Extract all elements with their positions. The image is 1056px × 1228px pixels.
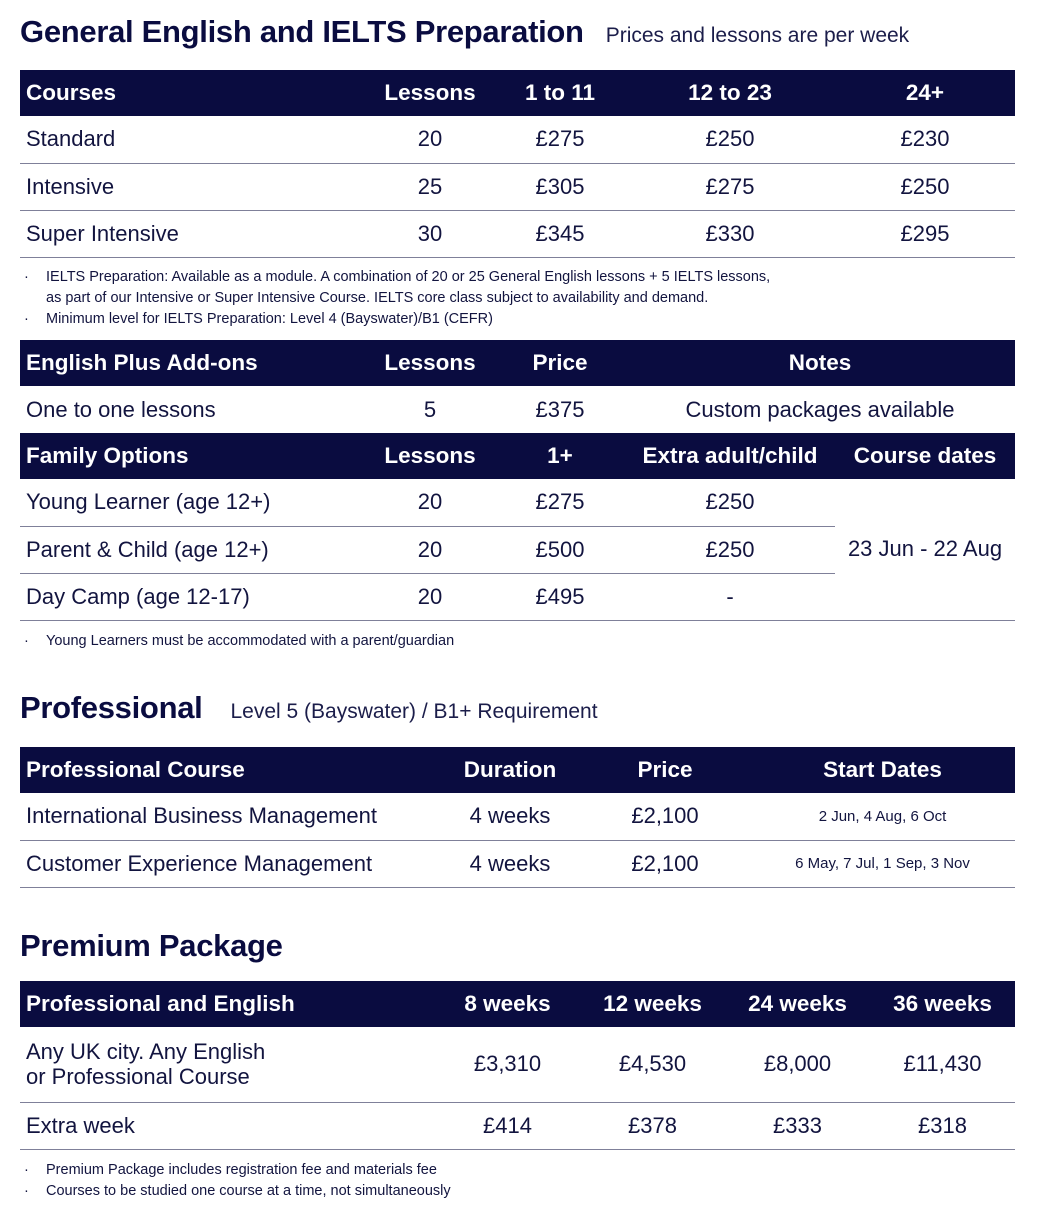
col-8-weeks: 8 weeks bbox=[435, 981, 580, 1027]
price-cell: £500 bbox=[495, 526, 625, 573]
table-row bbox=[20, 479, 1015, 526]
general-notes bbox=[22, 267, 770, 330]
professional-title: Professional bbox=[20, 690, 203, 725]
col-24-weeks: 24 weeks bbox=[725, 981, 870, 1027]
general-table bbox=[20, 70, 1015, 258]
extra-price-cell: £250 bbox=[625, 479, 835, 526]
price-cell: £3,310 bbox=[435, 1027, 580, 1102]
table-row bbox=[20, 386, 1015, 433]
table-row bbox=[20, 1027, 1015, 1102]
price-cell: £250 bbox=[625, 116, 835, 163]
extra-price-cell: £250 bbox=[625, 526, 835, 573]
price-cell: £318 bbox=[870, 1102, 1015, 1149]
col-notes: Notes bbox=[625, 340, 1015, 386]
extra-week-label: Extra week bbox=[20, 1102, 435, 1149]
course-name: International Business Management bbox=[20, 793, 440, 840]
col-36-weeks: 36 weeks bbox=[870, 981, 1015, 1027]
note-item: · Courses to be studied one course at a time, not simultaneously bbox=[22, 1181, 451, 1202]
course-name: Intensive bbox=[20, 163, 365, 210]
col-price: Price bbox=[580, 747, 750, 793]
premium-table-header bbox=[20, 981, 1015, 1027]
lessons-cell: 20 bbox=[365, 573, 495, 620]
family-table bbox=[20, 433, 1015, 621]
table-row bbox=[20, 210, 1015, 257]
note-item: · Young Learners must be accommodated with a parent/guardian bbox=[22, 631, 454, 652]
lessons-cell: 20 bbox=[365, 116, 495, 163]
professional-subtitle: Level 5 (Bayswater) / B1+ Requirement bbox=[230, 700, 598, 723]
col-professional-course: Professional Course bbox=[20, 747, 440, 793]
premium-table bbox=[20, 981, 1015, 1150]
price-cell: £414 bbox=[435, 1102, 580, 1149]
professional-header bbox=[20, 690, 598, 726]
professional-table bbox=[20, 747, 1015, 888]
price-cell: £345 bbox=[495, 210, 625, 257]
note-item: · Premium Package includes registration fee and materials fee bbox=[22, 1160, 451, 1181]
price-cell: £305 bbox=[495, 163, 625, 210]
note-item bbox=[22, 288, 770, 309]
col-lessons: Lessons bbox=[365, 340, 495, 386]
price-cell: £11,430 bbox=[870, 1027, 1015, 1102]
family-notes bbox=[22, 631, 454, 652]
course-name: Standard bbox=[20, 116, 365, 163]
col-24-plus: 24+ bbox=[835, 70, 1015, 116]
price-cell: £375 bbox=[535, 396, 585, 422]
addons-table-header bbox=[20, 340, 1015, 386]
duration-cell: 4 weeks bbox=[440, 840, 580, 887]
price-cell: £295 bbox=[835, 210, 1015, 257]
price-cell: £495 bbox=[495, 573, 625, 620]
family-option-name: Day Camp (age 12-17) bbox=[20, 573, 365, 620]
price-cell: £275 bbox=[625, 163, 835, 210]
package-name-line: Any UK city. Any English bbox=[26, 1039, 266, 1065]
lessons-cell: 25 bbox=[365, 163, 495, 210]
general-header bbox=[20, 14, 909, 50]
family-table-header bbox=[20, 433, 1015, 479]
table-row bbox=[20, 793, 1015, 840]
col-family-options: Family Options bbox=[20, 433, 365, 479]
table-row bbox=[20, 840, 1015, 887]
professional-table-header bbox=[20, 747, 1015, 793]
price-cell: £230 bbox=[835, 116, 1015, 163]
start-dates-cell: 2 Jun, 4 Aug, 6 Oct bbox=[750, 793, 1015, 840]
price-cell: £378 bbox=[580, 1102, 725, 1149]
lessons-cell: 30 bbox=[365, 210, 495, 257]
table-row bbox=[20, 163, 1015, 210]
duration-cell: 4 weeks bbox=[440, 793, 580, 840]
col-start-dates: Start Dates bbox=[750, 747, 1015, 793]
col-lessons: Lessons bbox=[365, 70, 495, 116]
course-dates-cell: 23 Jun - 22 Aug bbox=[835, 479, 1015, 620]
package-name-cell bbox=[20, 1027, 435, 1102]
price-cell: £4,530 bbox=[580, 1027, 725, 1102]
family-option-name: Parent & Child (age 12+) bbox=[20, 526, 365, 573]
col-duration: Duration bbox=[440, 747, 580, 793]
price-cell: £333 bbox=[725, 1102, 870, 1149]
general-table-header bbox=[20, 70, 1015, 116]
col-extra-adult-child: Extra adult/child bbox=[625, 433, 835, 479]
col-1-plus: 1+ bbox=[495, 433, 625, 479]
premium-header bbox=[20, 928, 283, 964]
addons-table bbox=[20, 340, 1015, 433]
col-12-to-23: 12 to 23 bbox=[625, 70, 835, 116]
lessons-cell: 20 bbox=[365, 526, 495, 573]
col-lessons: Lessons bbox=[365, 433, 495, 479]
col-price: Price bbox=[495, 340, 625, 386]
price-cell: £275 bbox=[495, 116, 625, 163]
price-cell: £275 bbox=[495, 479, 625, 526]
table-row bbox=[20, 116, 1015, 163]
course-name: Super Intensive bbox=[20, 210, 365, 257]
col-12-weeks: 12 weeks bbox=[580, 981, 725, 1027]
col-professional-and-english: Professional and English bbox=[20, 981, 435, 1027]
lessons-cell: 20 bbox=[365, 479, 495, 526]
price-cell: £250 bbox=[835, 163, 1015, 210]
col-addons: English Plus Add-ons bbox=[20, 340, 365, 386]
price-cell: £2,100 bbox=[580, 840, 750, 887]
col-1-to-11: 1 to 11 bbox=[495, 70, 625, 116]
premium-title: Premium Package bbox=[20, 928, 283, 963]
price-cell: £2,100 bbox=[580, 793, 750, 840]
general-subtitle: Prices and lessons are per week bbox=[605, 24, 910, 47]
extra-price-cell: - bbox=[625, 573, 835, 620]
price-cell: £8,000 bbox=[725, 1027, 870, 1102]
start-dates-cell: 6 May, 7 Jul, 1 Sep, 3 Nov bbox=[750, 840, 1015, 887]
package-name-line: or Professional Course bbox=[26, 1064, 250, 1090]
lessons-cell: 5 bbox=[423, 396, 437, 422]
general-title: General English and IELTS Preparation bbox=[20, 14, 584, 49]
price-cell: £330 bbox=[625, 210, 835, 257]
notes-cell: Custom packages available bbox=[685, 396, 955, 422]
note-item: · Minimum level for IELTS Preparation: Level 4 (Bayswater)/B1 (CEFR) bbox=[22, 309, 770, 330]
family-option-name: Young Learner (age 12+) bbox=[20, 479, 365, 526]
course-name: Customer Experience Management bbox=[20, 840, 440, 887]
col-courses: Courses bbox=[20, 70, 365, 116]
col-course-dates: Course dates bbox=[835, 433, 1015, 479]
table-row bbox=[20, 1102, 1015, 1149]
note-continuation: as part of our Intensive or Super Intensive Course. IELTS core class subject to availability and demand. bbox=[46, 290, 709, 306]
note-item: · IELTS Preparation: Available as a module. A combination of 20 or 25 General English lessons + 5 IELTS lessons, bbox=[22, 267, 770, 288]
premium-notes bbox=[22, 1160, 451, 1202]
addon-name: One to one lessons bbox=[26, 396, 216, 422]
